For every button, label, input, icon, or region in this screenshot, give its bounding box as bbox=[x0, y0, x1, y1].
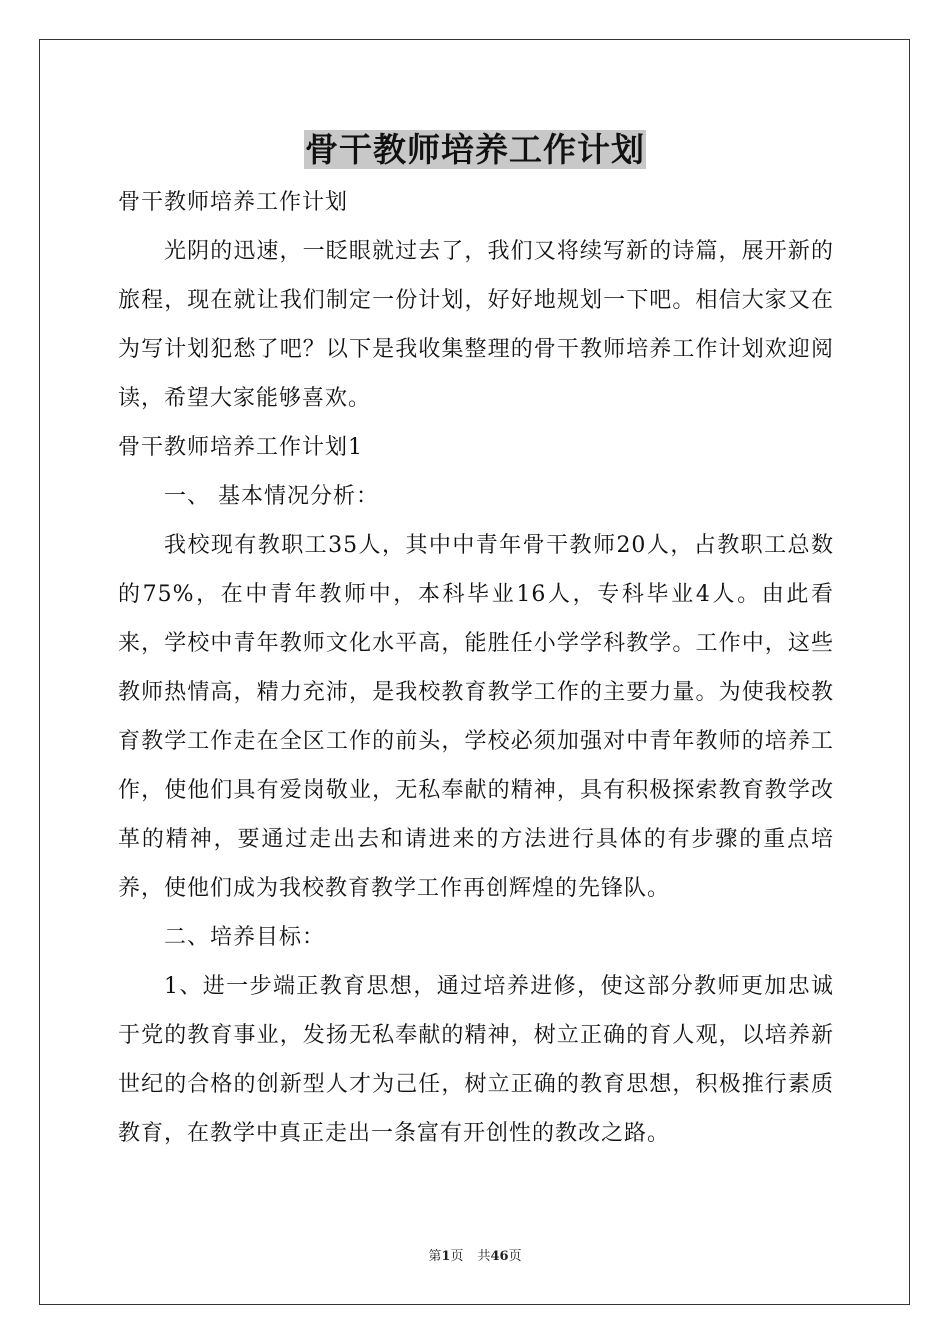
subsection-heading: 二、培养目标： bbox=[164, 925, 326, 950]
page-suffix: 页 bbox=[450, 1249, 464, 1264]
page-footer bbox=[0, 1248, 950, 1266]
document-title-text: 骨干教师培养工作计划 bbox=[305, 130, 645, 169]
current-page-number: 1 bbox=[441, 1249, 451, 1264]
paragraph: 骨干教师培养工作计划 bbox=[118, 190, 349, 215]
total-prefix: 共 bbox=[477, 1249, 491, 1264]
document-body bbox=[118, 178, 834, 1158]
paragraph: 光阴的迅速，一眨眼就过去了，我们又将续写新的诗篇，展开新的旅程，现在就让我们制定一份计划，好好地规划一下吧。相信大家又在为写计划犯愁了吧？以下是我收集整理的骨干教师培养工作计划欢迎阅读，希望大家能够喜欢。 bbox=[118, 239, 834, 411]
paragraph: 1、进一步端正教育思想，通过培养进修，使这部分教师更加忠诚于党的教育事业，发扬无私奉献的精神，树立正确的育人观，以培养新世纪的合格的创新型人才为己任，树立正确的教育思想，积极推行素质教育，在教学中真正走出一条富有开创性的教改之路。 bbox=[118, 974, 834, 1146]
section-heading: 骨干教师培养工作计划1 bbox=[118, 435, 363, 460]
total-suffix: 页 bbox=[508, 1249, 522, 1264]
subsection-heading: 一、 基本情况分析： bbox=[164, 484, 379, 509]
document-title bbox=[0, 127, 950, 173]
paragraph: 我校现有教职工35人，其中中青年骨干教师20人，占教职工总数的75%，在中青年教师中，本科毕业16人，专科毕业4人。由此看来，学校中青年教师文化水平高，能胜任小学学科教学。工作中，这些教师热情高，精力充沛，是我校教育教学工作的主要力量。为使我校教育教学工作走在全区工作的前头，学校必须加强对中青年教师的培养工作，使他们具有爱岗敬业，无私奉献的精神，具有积极探索教育教学改革的精神，要通过走出去和请进来的方法进行具体的有步骤的重点培养，使他们成为我校教育教学工作再创辉煌的先锋队。 bbox=[118, 533, 834, 901]
page-prefix: 第 bbox=[428, 1249, 442, 1264]
total-page-count: 46 bbox=[490, 1249, 509, 1264]
